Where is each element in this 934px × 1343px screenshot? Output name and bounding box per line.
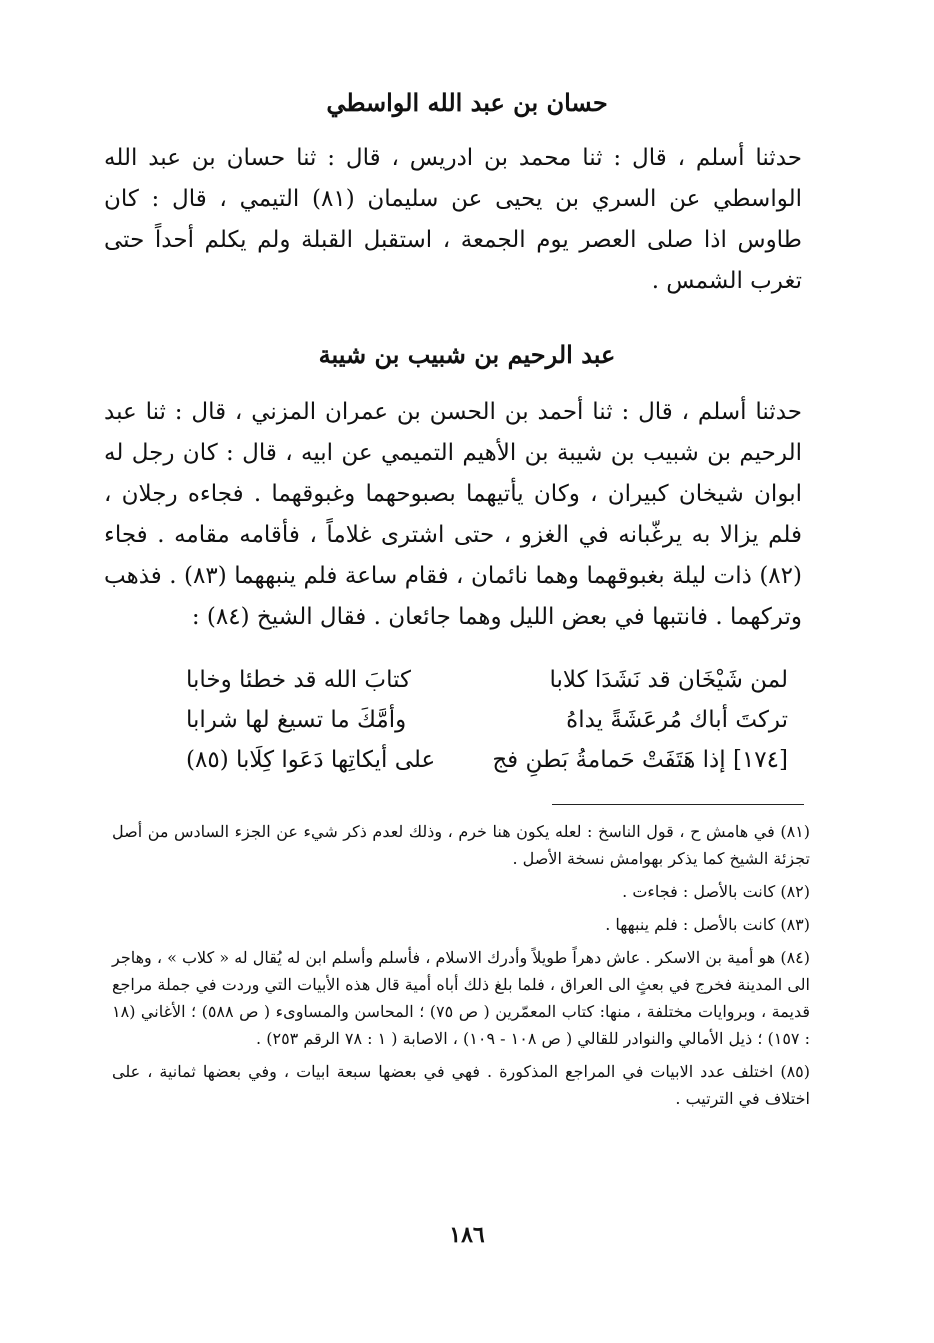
footnote-85: (٨٥) اختلف عدد الابيات في المراجع المذكورة . فهي في بعضها سبعة ابيات ، وفي بعضها ثمانية ، على اختلاف في الترتيب . xyxy=(112,1062,810,1108)
verse-second-hemistich: وأمَّكَ ما تسيغ لها شرابا xyxy=(186,707,407,733)
verse-first-hemistich: لمن شَيْخَان قد نَشَدَا كلابا xyxy=(549,667,788,693)
footnote-82: (٨٢) كانت بالأصل : فجاءت . xyxy=(622,882,810,901)
footnote-81: (٨١) في هامش ح ، قول الناسخ : لعله يكون هنا خرم ، وذلك لعدم ذكر شيء عن الجزء السادس من أصل تجزئة الشيخ كما يذكر بهوامش نسخة الأصل . xyxy=(112,822,811,868)
verse-first-hemistich: [١٧٤] إذا هَتَفَتْ حَمامةُ بَطنِ فج xyxy=(492,747,788,773)
verse-first-hemistich: تركتَ أباك مُرعَشَةً يداهُ xyxy=(566,707,788,733)
page-number: ١٨٦ xyxy=(449,1222,485,1248)
poem-verses xyxy=(186,660,788,780)
verse-second-hemistich: على أيكاتِها دَعَوا كِلَابا (٨٥) xyxy=(186,747,436,773)
verse-second-hemistich: كتابَ الله قد خطئا وخابا xyxy=(186,667,411,693)
footnotes xyxy=(112,818,810,1118)
footnote-divider xyxy=(552,804,804,805)
paragraph-hassan: حدثنا أسلم ، قال : ثنا محمد بن ادريس ، قال : ثنا حسان بن عبد الله الواسطي عن السري بن يحيى عن سليمان (٨١) التيمي ، قال : كان طاوس اذا صلى العصر يوم الجمعة ، استقبل القبلة ولم يكلم أحداً حتى تغرب الشمس . xyxy=(104,145,802,294)
paragraph-abd-al-rahim: حدثنا أسلم ، قال : ثنا أحمد بن الحسن بن عمران المزني ، قال : ثنا عبد الرحيم بن شبيب بن شيبة بن الأهيم التميمي عن ابيه ، قال : كان رجل له ابوان شيخان كبيران ، وكان يأتيهما بصبوحهما وغبوقهما . فجاءه رجلان ، فلم يزالا به يرغّبانه في الغزو ، حتى اشترى غلاماً ، فأقامه مقامه . فجاء (٨٢) ذات ليلة بغبوقهما وهما نائمان ، فقام ساعة فلم ينبههما (٨٣) . فذهب وتركهما . فانتبها في بعض الليل وهما جائعان . فقال الشيخ (٨٤) : xyxy=(104,399,802,630)
section-title-abd-al-rahim: عبد الرحيم بن شبيب بن شيبة xyxy=(318,340,616,369)
footnote-84: (٨٤) هو أمية بن الاسكر . عاش دهراً طويلاً وأدرك الاسلام ، فأسلم وأسلم ابن له يُقال له « كلاب » ، وهاجر الى المدينة فخرج في بعثٍ الى العراق ، فلما بلغ ذلك أباه أمية قال هذه الأبيات التي وردت في جملة مراجع قديمة ، وبروايات مختلفة ، منها: كتاب المعمّرين ( ص ٧٥) ؛ المحاسن والمساوىء ( ص ٥٨٨) ؛ الأغاني (١٨ : ١٥٧) ؛ ذيل الأمالي والنوادر للقالي ( ص ١٠٨ - ١٠٩) ، الاصابة ( ١ : ٧٨ الرقم ٢٥٣) . xyxy=(112,948,810,1048)
footnote-83: (٨٣) كانت بالأصل : فلم ينبهها . xyxy=(605,915,810,934)
verse-line xyxy=(186,740,788,780)
section-title-hassan: حسان بن عبد الله الواسطي xyxy=(326,88,608,117)
verse-line xyxy=(186,700,788,740)
verse-line xyxy=(186,660,788,700)
